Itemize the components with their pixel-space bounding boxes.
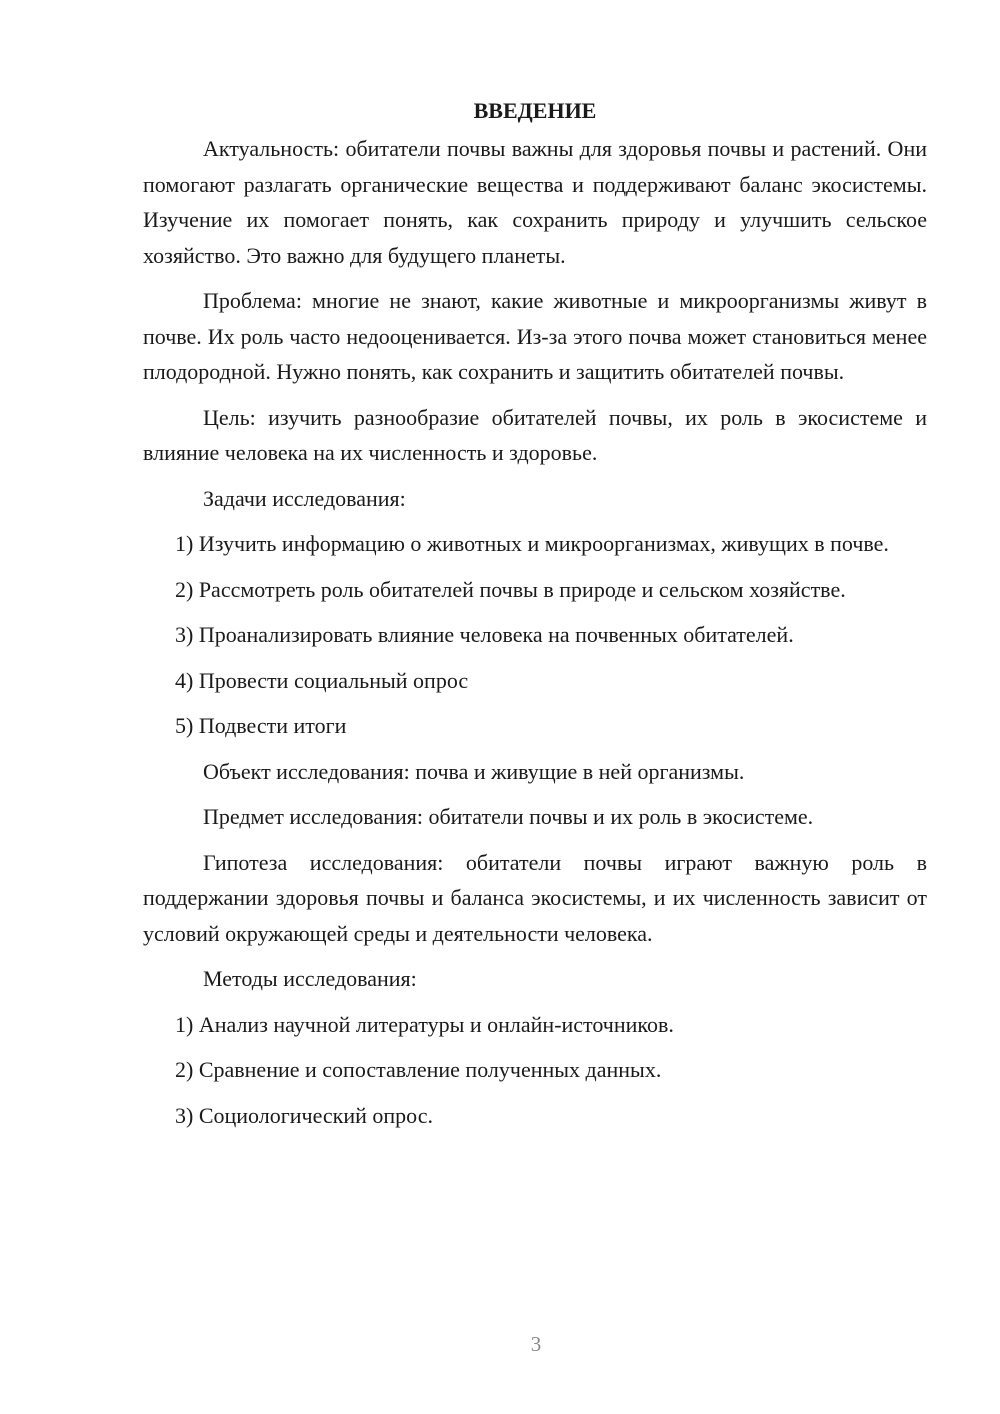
task-item: 2) Рассмотреть роль обитателей почвы в природе и сельском хозяйстве. — [175, 576, 846, 602]
tasks-heading: Задачи исследования: — [203, 485, 406, 511]
task-item: 1) Изучить информацию о животных и микроорганизмах, живущих в почве. — [175, 531, 889, 556]
page-content — [143, 94, 927, 1143]
page-title: ВВЕДЕНИЕ — [473, 98, 597, 123]
goal-paragraph: Цель: изучить разнообразие обитателей почвы, их роль в экосистеме и влияние человека на их численность и здоровье. — [143, 404, 927, 465]
hypothesis-paragraph: Гипотеза исследования: обитатели почвы играют важную роль в поддержании здоровья почвы и баланса экосистемы, и их численность зависит от условий окружающей среды и деятельности человека. — [143, 849, 927, 946]
method-item: 2) Сравнение и сопоставление полученных данных. — [175, 1057, 662, 1082]
task-item: 3) Проанализировать влияние человека на почвенных обитателей. — [175, 622, 794, 647]
relevance-paragraph: Актуальность: обитатели почвы важны для здоровья почвы и растений. Они помогают разлагать органические вещества и поддерживают баланс экосистемы. Изучение их помогает понять, как сохранить природу и улучшить сельское хозяйство. Это важно для будущего планеты. — [143, 136, 927, 268]
page-number: 3 — [530, 1332, 542, 1356]
task-item: 5) Подвести итоги — [175, 713, 347, 738]
problem-paragraph: Проблема: многие не знают, какие животные и микроорганизмы живут в почве. Их роль часто недооценивается. Из-за этого почва может становиться менее плодородной. Нужно понять, как сохранить и защитить обитателей почвы. — [143, 288, 927, 384]
method-item: 3) Социологический опрос. — [175, 1102, 433, 1128]
object-paragraph: Объект исследования: почва и живущие в ней организмы. — [203, 758, 745, 784]
method-item: 1) Анализ научной литературы и онлайн-источников. — [175, 1011, 674, 1037]
subject-paragraph: Предмет исследования: обитатели почвы и их роль в экосистеме. — [203, 804, 814, 829]
methods-heading: Методы исследования: — [203, 966, 417, 991]
task-item: 4) Провести социальный опрос — [175, 667, 469, 693]
